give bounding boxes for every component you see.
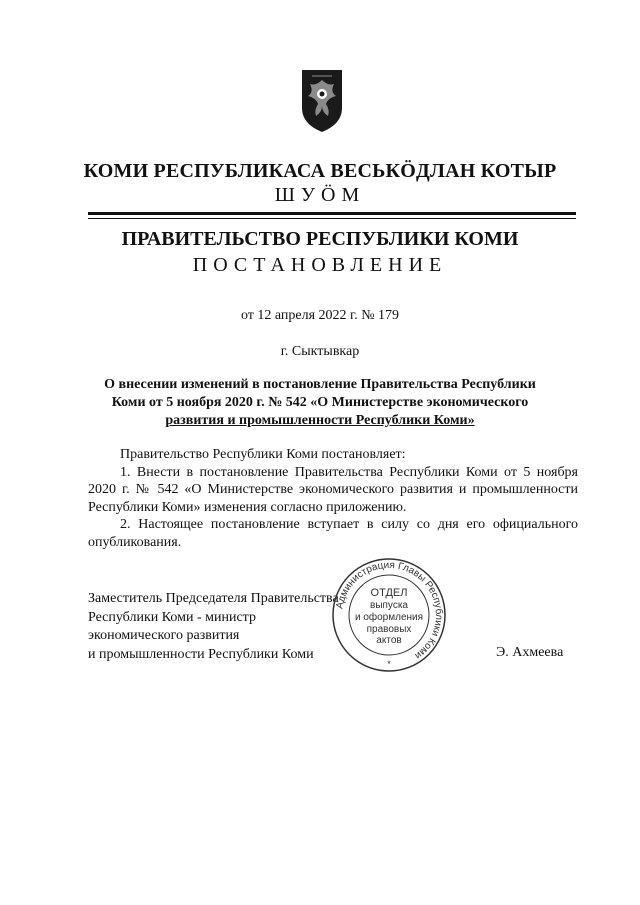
signature-line-2: Республики Коми - министр — [88, 609, 256, 625]
stamp-line-3: и оформления — [354, 612, 424, 623]
header-rule-thin — [88, 218, 576, 219]
body-paragraph-1: Правительство Республики Коми постановляет: — [120, 447, 406, 462]
heading-line-1: О внесении изменений в постановление Правительства Республики — [104, 377, 536, 392]
signature-line-4: и промышленности Республики Коми — [88, 646, 314, 662]
body-paragraph-2: 1. Внести в постановление Правительства Республики Коми от 5 ноября 2020 г. № 542 «О Министерстве экономического развития и промышленности Республики Коми» изменения согласно приложению. — [88, 464, 578, 515]
signer-name: Э. Ахмеева — [496, 645, 564, 660]
coat-of-arms-icon — [296, 66, 348, 136]
stamp-line-4: правовых — [366, 624, 412, 635]
heading-line-3: развития и промышленности Республики Коми» — [165, 413, 475, 428]
stamp-ring-text: Администрация Главы Республики Коми — [334, 559, 445, 662]
city-line: г. Сыктывкар — [280, 344, 360, 359]
komi-title: КОМИ РЕСПУБЛИКАСА ВЕСЬКӦДЛАН КОТЫР — [83, 160, 557, 182]
signature-line-3: экономического развития — [88, 628, 240, 643]
official-stamp — [330, 556, 448, 674]
signature-block — [88, 590, 339, 664]
header-rule-thick — [88, 212, 576, 215]
government-title: ПРАВИТЕЛЬСТВО РЕСПУБЛИКИ КОМИ — [121, 228, 519, 250]
komi-subtitle: ШУӦМ — [274, 184, 366, 206]
stamp-line-2: выпуска — [370, 600, 408, 611]
stamp-star: * — [387, 659, 391, 669]
stamp-line-5: актов — [376, 635, 402, 646]
heading-line-2: Коми от 5 ноября 2020 г. № 542 «О Министерстве экономического — [111, 395, 529, 410]
date-number-line: от 12 апреля 2022 г. № 179 — [240, 308, 400, 323]
signature-line-1: Заместитель Председателя Правительства — [88, 591, 339, 606]
stamp-line-1: ОТДЕЛ — [370, 587, 408, 599]
document-body — [88, 446, 578, 551]
document-heading — [90, 376, 550, 430]
body-paragraph-3: 2. Настоящее постановление вступает в силу со дня его официального опубликования. — [88, 517, 578, 550]
document-type: ПОСТАНОВЛЕНИЕ — [192, 254, 448, 276]
